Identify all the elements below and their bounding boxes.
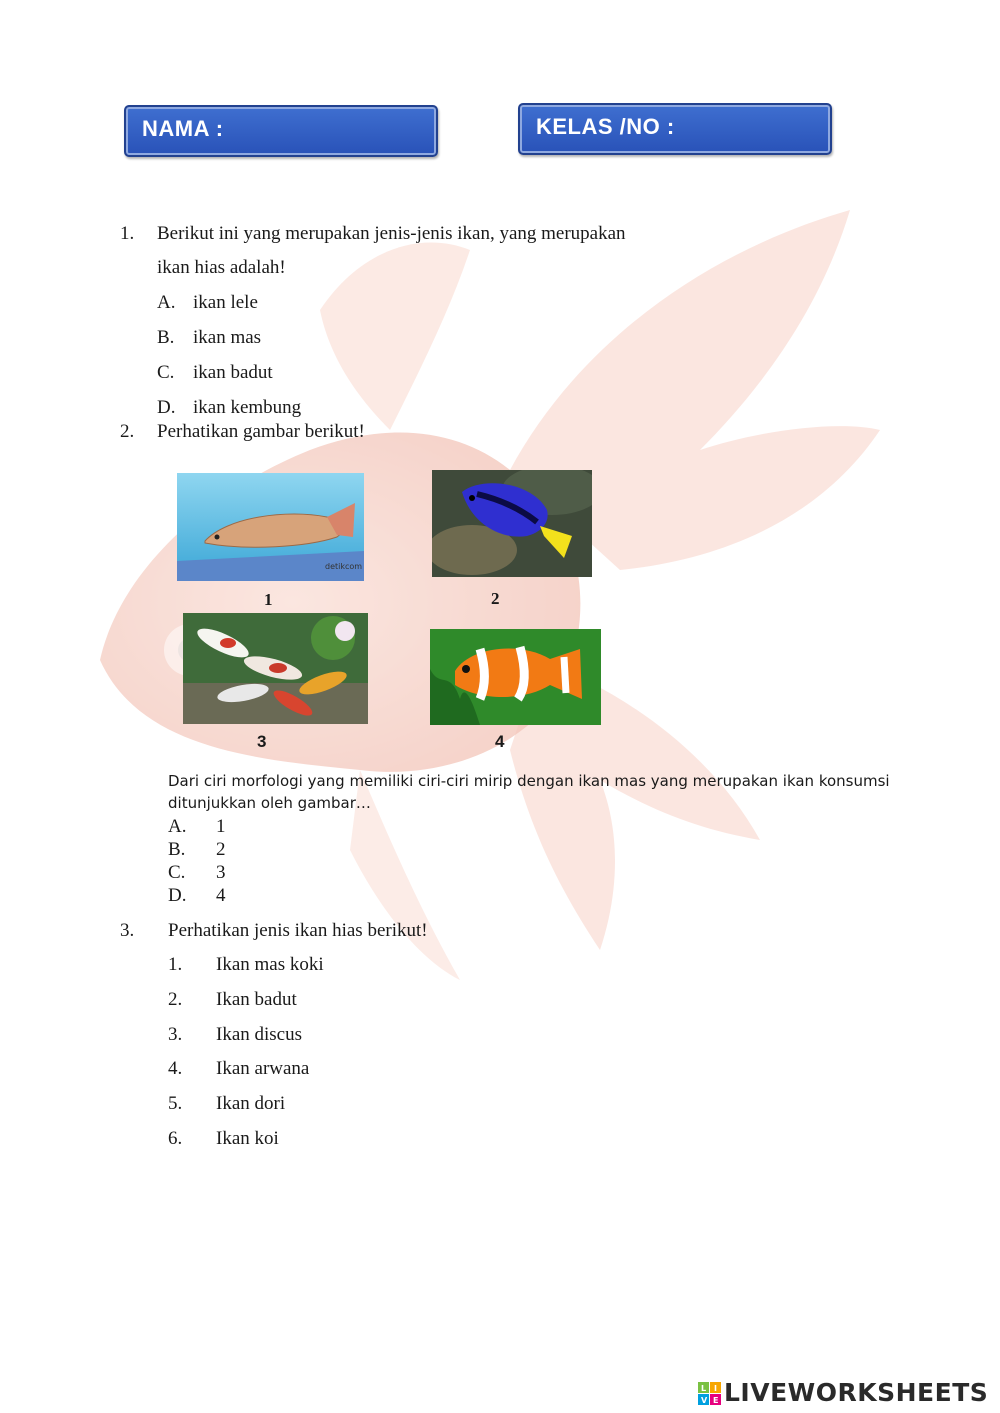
- q3-item-text: Ikan mas koki: [216, 954, 324, 975]
- q1-option-text: ikan badut: [193, 362, 273, 383]
- q1-option-letter: A.: [157, 292, 176, 313]
- q3-item-number: 1.: [168, 954, 183, 975]
- name-field-box[interactable]: [124, 105, 438, 157]
- q1-option-letter: C.: [157, 362, 175, 383]
- class-label: KELAS /NO :: [536, 114, 675, 139]
- svg-text:E: E: [713, 1396, 719, 1405]
- goldfish-watermark: [60, 190, 920, 990]
- image-label-1: 1: [264, 590, 273, 609]
- fish-image-clownfish: [430, 629, 601, 725]
- q2-option-text: 1: [216, 816, 226, 837]
- q2-question-line2: ditunjukkan oleh gambar…: [168, 794, 371, 812]
- q2-question-line1: Dari ciri morfologi yang memiliki ciri-ciri mirip dengan ikan mas yang merupakan ikan konsumsi: [168, 772, 890, 790]
- svg-text:I: I: [714, 1384, 717, 1393]
- q2-option-letter: D.: [168, 885, 187, 906]
- q2-option-letter: A.: [168, 816, 187, 837]
- q1-text-line1: Berikut ini yang merupakan jenis-jenis ikan, yang merupakan: [157, 223, 626, 244]
- q2-option-text: 4: [216, 885, 226, 906]
- image-label-4: 4: [495, 732, 505, 751]
- q1-option-letter: B.: [157, 327, 175, 348]
- image-label-3: 3: [257, 732, 267, 751]
- q2-option-text: 3: [216, 862, 226, 883]
- fish-image-arowana: [177, 473, 364, 581]
- svg-text:V: V: [701, 1396, 708, 1405]
- q1-option-text: ikan lele: [193, 292, 258, 313]
- q3-item-number: 2.: [168, 989, 183, 1010]
- fish-image-blue-tang: [432, 470, 592, 577]
- q2-option-text: 2: [216, 839, 226, 860]
- q1-number: 1.: [120, 223, 135, 244]
- q1-text-line2: ikan hias adalah!: [157, 257, 286, 278]
- q3-item-number: 4.: [168, 1058, 183, 1079]
- logo-text: LIVEWORKSHEETS: [724, 1378, 989, 1407]
- logo-badge-icon: [698, 1382, 722, 1406]
- q3-item-text: Ikan dori: [216, 1093, 286, 1114]
- q3-item-text: Ikan discus: [216, 1024, 303, 1045]
- class-field-box[interactable]: [518, 103, 832, 155]
- q3-number: 3.: [120, 920, 135, 941]
- q1-option-text: ikan kembung: [193, 397, 302, 418]
- liveworksheets-logo: [698, 1380, 998, 1408]
- name-label: NAMA :: [142, 116, 224, 141]
- q3-item-text: Ikan badut: [216, 989, 297, 1010]
- q3-prompt: Perhatikan jenis ikan hias berikut!: [168, 920, 428, 941]
- q2-prompt: Perhatikan gambar berikut!: [157, 421, 365, 442]
- image-caption: detikcom: [325, 562, 363, 571]
- q2-number: 2.: [120, 421, 135, 442]
- q1-option-text: ikan mas: [193, 327, 262, 348]
- q3-item-number: 5.: [168, 1093, 183, 1114]
- q3-item-number: 6.: [168, 1128, 183, 1149]
- q3-item-text: Ikan arwana: [216, 1058, 310, 1079]
- q2-option-letter: C.: [168, 862, 186, 883]
- image-label-2: 2: [491, 589, 500, 608]
- svg-text:L: L: [701, 1384, 707, 1393]
- fish-image-koi: [183, 613, 368, 724]
- q3-item-number: 3.: [168, 1024, 183, 1045]
- q1-option-letter: D.: [157, 397, 176, 418]
- q3-item-text: Ikan koi: [216, 1128, 279, 1149]
- q2-option-letter: B.: [168, 839, 186, 860]
